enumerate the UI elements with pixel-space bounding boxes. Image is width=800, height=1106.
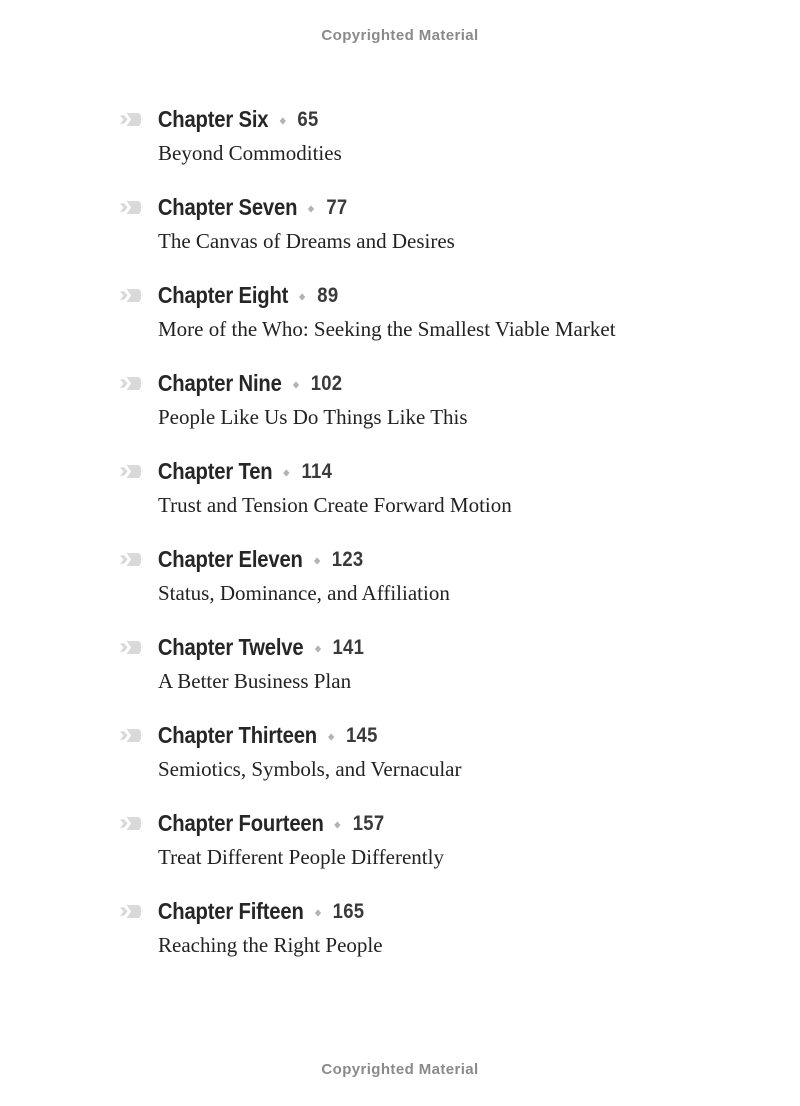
chapter-title: Chapter Fifteen	[157, 898, 304, 924]
chapter-page-number: 102	[310, 371, 343, 395]
ribbon-arrow-icon	[120, 201, 141, 214]
diamond-separator-icon	[315, 909, 321, 916]
toc-entry-title-row	[120, 370, 666, 397]
diamond-separator-icon	[335, 821, 341, 828]
chapter-title: Chapter Seven	[157, 194, 298, 220]
chapter-subtitle: Reaching the Right People	[158, 933, 383, 957]
chapter-title: Chapter Eleven	[157, 546, 303, 572]
toc-entry	[120, 634, 740, 722]
ribbon-arrow-icon	[120, 465, 141, 478]
toc-entry-title-row	[120, 194, 666, 221]
ribbon-arrow-icon	[120, 289, 141, 302]
chapter-title: Chapter Fourteen	[157, 810, 324, 836]
chapter-subtitle: A Better Business Plan	[158, 669, 352, 693]
copyright-notice-top: Copyrighted Material	[321, 27, 479, 44]
diamond-separator-icon	[328, 733, 334, 740]
ribbon-arrow-icon	[120, 641, 141, 654]
toc-entry-title-row	[120, 282, 666, 309]
chapter-title: Chapter Eight	[157, 282, 289, 308]
chapter-page-number: 114	[301, 459, 333, 483]
ribbon-arrow-icon	[120, 905, 141, 918]
chapter-subtitle: More of the Who: Seeking the Smallest Viable Market	[158, 317, 616, 341]
chapter-page-number: 157	[352, 811, 385, 835]
toc-entry-title-row	[120, 106, 666, 133]
chapter-subtitle: Trust and Tension Create Forward Motion	[158, 493, 512, 517]
copyright-notice-bottom: Copyrighted Material	[321, 1061, 479, 1078]
toc-entry	[120, 370, 740, 458]
chapter-title: Chapter Thirteen	[157, 722, 317, 748]
toc-entry	[120, 722, 740, 810]
chapter-title: Chapter Ten	[157, 458, 273, 484]
chapter-subtitle: Status, Dominance, and Affiliation	[158, 581, 450, 605]
chapter-page-number: 141	[332, 635, 365, 659]
chapter-subtitle: Semiotics, Symbols, and Vernacular	[158, 757, 462, 781]
toc-entry	[120, 106, 740, 194]
chapter-page-number: 165	[332, 899, 365, 923]
ribbon-arrow-icon	[120, 377, 141, 390]
chapter-page-number: 89	[317, 283, 339, 307]
toc-entry-title-row	[120, 634, 666, 661]
toc-entry	[120, 458, 740, 546]
chapter-page-number: 145	[346, 723, 378, 747]
diamond-separator-icon	[308, 205, 314, 212]
chapter-page-number: 65	[297, 107, 319, 131]
toc-entry-title-row	[120, 458, 666, 485]
table-of-contents	[120, 106, 740, 986]
chapter-subtitle: People Like Us Do Things Like This	[158, 405, 468, 429]
diamond-separator-icon	[299, 293, 305, 300]
toc-entry	[120, 546, 740, 634]
toc-entry	[120, 194, 740, 282]
chapter-page-number: 77	[326, 195, 348, 219]
diamond-separator-icon	[293, 381, 299, 388]
toc-entry	[120, 282, 740, 370]
diamond-separator-icon	[279, 117, 285, 124]
toc-entry-title-row	[120, 546, 666, 573]
diamond-separator-icon	[314, 645, 320, 652]
diamond-separator-icon	[314, 557, 320, 564]
toc-entry	[120, 898, 740, 986]
ribbon-arrow-icon	[120, 113, 141, 126]
diamond-separator-icon	[283, 469, 289, 476]
toc-entry-title-row	[120, 810, 666, 837]
chapter-page-number: 123	[331, 547, 364, 571]
chapter-subtitle: Beyond Commodities	[158, 141, 342, 165]
ribbon-arrow-icon	[120, 817, 141, 830]
ribbon-arrow-icon	[120, 553, 141, 566]
chapter-title: Chapter Nine	[157, 370, 282, 396]
chapter-subtitle: Treat Different People Differently	[158, 845, 444, 869]
chapter-subtitle: The Canvas of Dreams and Desires	[158, 229, 455, 253]
toc-entry-title-row	[120, 898, 666, 925]
toc-entry	[120, 810, 740, 898]
chapter-title: Chapter Twelve	[157, 634, 304, 660]
chapter-title: Chapter Six	[157, 106, 269, 132]
toc-entry-title-row	[120, 722, 666, 749]
ribbon-arrow-icon	[120, 729, 141, 742]
